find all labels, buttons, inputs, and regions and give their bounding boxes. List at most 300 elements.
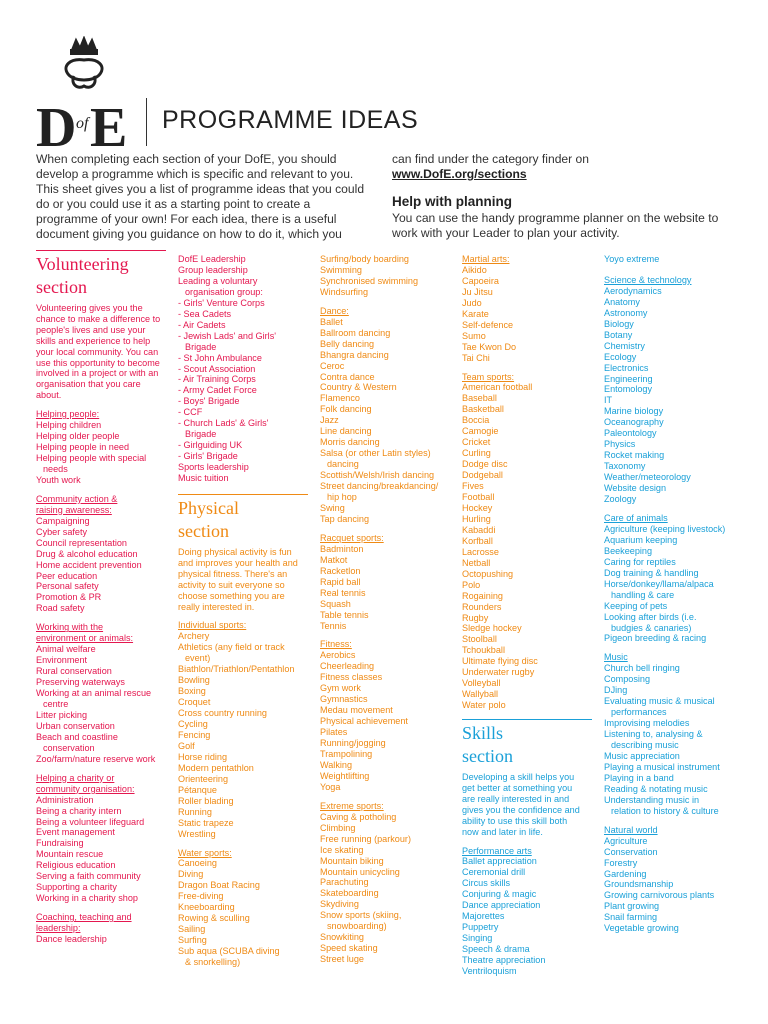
list-item: Squash — [320, 598, 351, 609]
list-item: Dragon Boat Racing — [178, 880, 260, 891]
list-item: organisation group: — [185, 286, 263, 297]
svg-text:D: D — [36, 97, 77, 156]
list-item: - CCF — [178, 407, 203, 418]
water-sports-list — [178, 858, 308, 968]
list-item: Serving a faith community — [36, 871, 141, 882]
list-item: Free-diving — [178, 891, 224, 902]
list-item: Cycling — [178, 719, 208, 730]
list-item: Caring for reptiles — [604, 556, 676, 567]
list-item: Working in a charity shop — [36, 893, 138, 904]
list-item: Playing in a band — [604, 772, 674, 783]
list-item: Kneeboarding — [178, 902, 235, 913]
list-item: Octopushing — [462, 568, 514, 579]
list-item: Scottish/Welsh/Irish dancing — [320, 470, 435, 481]
list-item: Ju Jitsu — [462, 286, 493, 297]
list-item: Council representation — [36, 537, 127, 548]
list-item: Dodgeball — [462, 470, 503, 481]
list-item: Curling — [462, 448, 491, 459]
racquet-sports-list — [320, 544, 455, 632]
list-item: Brigade — [185, 429, 217, 440]
list-item: Street luge — [320, 954, 364, 965]
list-item: Dog training & handling — [604, 567, 699, 578]
list-item: Pigeon breeding & racing — [604, 633, 707, 644]
martial-arts-heading: Martial arts: — [462, 254, 510, 264]
list-item: Astronomy — [604, 307, 648, 318]
list-item: Roller blading — [178, 795, 234, 806]
list-item: - Air Cadets — [178, 319, 226, 330]
list-item: Ballet appreciation — [462, 856, 537, 867]
list-item: Tai Chi — [462, 352, 490, 363]
list-item: Vegetable growing — [604, 923, 679, 934]
list-item: Pilates — [320, 727, 348, 738]
list-item: Biathlon/Triathlon/Pentathlon — [178, 664, 295, 675]
natural-world-list — [604, 836, 734, 935]
list-item: Tchoukball — [462, 645, 505, 656]
list-item: Sailing — [178, 924, 206, 935]
list-item: Surfing — [178, 935, 207, 946]
volunteering-intro: Volunteering gives you the chance to make a difference to people's lives and use your skills and experience to help your local community. You can use this opportunity to become involved in a project or with an organisation that you care about. — [36, 303, 161, 401]
list-item: Promotion & PR — [36, 592, 102, 603]
volunteering-group-heading: Working with the environment or animals: — [36, 622, 134, 644]
list-item: Looking after birds (i.e. — [604, 611, 697, 622]
list-item: Dance leadership — [36, 934, 107, 945]
list-item: Chemistry — [604, 340, 645, 351]
list-item: Polo — [462, 579, 481, 590]
list-item: Table tennis — [320, 609, 369, 620]
list-item: Underwater rugby — [462, 667, 535, 678]
list-item: Hurling — [462, 513, 491, 524]
crown-icon — [71, 38, 97, 54]
list-item: Physics — [604, 439, 636, 450]
list-item: Administration — [36, 794, 94, 805]
list-item: Synchronised swimming — [320, 275, 419, 286]
physical-intro: Doing physical activity is fun and improves your health and physical fitness. There's an activity to suit everyone so choose something you are really interested in. — [178, 547, 298, 612]
list-item: Brigade — [185, 341, 217, 352]
list-item: - Air Training Corps — [178, 374, 256, 385]
list-item: Majorettes — [462, 911, 505, 922]
list-item: Belly dancing — [320, 338, 375, 349]
list-item: Ultimate flying disc — [462, 656, 538, 667]
list-item: snowboarding) — [327, 921, 387, 932]
list-item: Speech & drama — [462, 944, 530, 955]
list-item: Supporting a charity — [36, 882, 117, 893]
list-item: Ballet — [320, 316, 343, 327]
list-item: Working at an animal rescue — [36, 688, 152, 699]
volunteering-group-heading: Coaching, teaching and leadership: — [36, 912, 132, 934]
list-item: Agriculture (keeping livestock) — [604, 523, 726, 534]
list-item: Fencing — [178, 729, 211, 740]
list-item: Helping people in need — [36, 442, 130, 453]
list-item: Helping children — [36, 420, 102, 431]
list-item: & snorkelling) — [185, 957, 241, 968]
knot-icon — [66, 60, 102, 88]
fitness-heading: Fitness: — [320, 639, 352, 650]
list-item: Youth work — [36, 474, 81, 485]
care-of-animals-list — [604, 524, 734, 644]
sections-link[interactable]: www.DofE.org/sections — [392, 166, 527, 181]
list-item: Ecology — [604, 351, 637, 362]
list-item: Mountain unicycling — [320, 866, 400, 877]
list-item: Rounders — [462, 601, 502, 612]
fitness-list — [320, 650, 455, 792]
list-item: Ceroc — [320, 360, 345, 371]
list-item: American football — [462, 382, 533, 393]
list-item: Event management — [36, 827, 115, 838]
list-item: Sledge hockey — [462, 623, 522, 634]
list-item: Oceanography — [604, 417, 664, 428]
list-item: Boxing — [178, 686, 206, 697]
list-item: Dance appreciation — [462, 900, 541, 911]
list-item: Surfing/body boarding — [320, 254, 409, 264]
individual-sports-heading: Individual sports: — [178, 620, 247, 631]
list-item: Evaluating music & musical — [604, 696, 715, 707]
list-item: Zoology — [604, 494, 637, 505]
list-item: Kabaddi — [462, 524, 496, 535]
music-list — [604, 663, 734, 816]
list-item: Walking — [320, 759, 353, 770]
list-item: Mountain rescue — [36, 849, 104, 860]
list-item: - Sea Cadets — [178, 308, 232, 319]
list-item: - Scout Association — [178, 363, 256, 374]
list-item: Medau movement — [320, 705, 393, 716]
skills-rule — [462, 719, 592, 720]
list-item: Capoeira — [462, 275, 499, 286]
list-item: Contra dance — [320, 371, 375, 382]
list-item: Fitness classes — [320, 672, 383, 683]
list-item: Dodge disc — [462, 459, 508, 470]
list-item: Snowkiting — [320, 932, 364, 943]
list-item: Playing a musical instrument — [604, 761, 720, 772]
volunteering-rule — [36, 250, 166, 251]
list-item: Preserving waterways — [36, 677, 125, 688]
list-item: Groundsmanship — [604, 879, 674, 890]
list-item: - Girlguiding UK — [178, 440, 243, 451]
list-item: Gym work — [320, 683, 361, 694]
list-item: Tap dancing — [320, 513, 370, 524]
list-item: Rural conservation — [36, 666, 112, 677]
list-item: Diving — [178, 869, 204, 880]
list-item: DofE Leadership — [178, 254, 246, 264]
list-item: Peer education — [36, 570, 98, 581]
list-item: Improvising melodies — [604, 718, 690, 729]
list-item: Cyber safety — [36, 526, 88, 537]
list-item: Ceremonial drill — [462, 867, 526, 878]
list-item: Composing — [604, 674, 650, 685]
list-item: Biology — [604, 318, 634, 329]
list-item: conservation — [43, 742, 95, 753]
list-item: Botany — [604, 329, 633, 340]
list-item: Entomology — [604, 384, 653, 395]
list-item: handling & care — [611, 589, 675, 600]
list-item: Badminton — [320, 543, 364, 554]
list-item: performances — [611, 707, 667, 718]
list-item: Croquet — [178, 697, 211, 708]
svg-text:of: of — [76, 115, 89, 132]
list-item: Electronics — [604, 362, 649, 373]
list-item: Salsa (or other Latin styles) — [320, 448, 431, 459]
list-item: Sumo — [462, 330, 486, 341]
list-item: Wrestling — [178, 828, 216, 839]
list-item: Orienteering — [178, 773, 229, 784]
list-item: Real tennis — [320, 587, 366, 598]
list-item: Bowling — [178, 675, 210, 686]
intro-continued — [392, 152, 742, 182]
intro-text: When completing each section of your DofE, you should develop a programme which is specific and relevant to you. This sheet gives you a list of programme ideas that you could do or you could use it as a starting point to create a programme of your own! For each idea, there is a useful document giving you guidance on how to do it, which you — [36, 152, 365, 241]
list-item: Yoga — [320, 781, 341, 792]
individual-sports-list — [178, 631, 308, 839]
list-item: Athletics (any field or track — [178, 642, 285, 653]
list-item: Tennis — [320, 620, 347, 631]
list-item: Folk dancing — [320, 404, 372, 415]
list-item: - Boys' Brigade — [178, 396, 240, 407]
list-item: Korfball — [462, 535, 493, 546]
list-item: Paleontology — [604, 428, 657, 439]
list-item: Jazz — [320, 415, 339, 426]
list-item: Beekeeping — [604, 545, 653, 556]
list-item: Stoolball — [462, 634, 497, 645]
column-2 — [178, 254, 308, 968]
list-item: Personal safety — [36, 581, 99, 592]
list-item: Rocket making — [604, 450, 665, 461]
list-item: Caving & potholing — [320, 811, 397, 822]
list-item: Aquarium keeping — [604, 534, 678, 545]
list-item: dancing — [327, 459, 359, 470]
list-item: Gardening — [604, 868, 647, 879]
extreme-sports-list — [320, 812, 455, 965]
list-item: - Church Lads' & Girls' — [178, 418, 269, 429]
list-item: Static trapeze — [178, 817, 234, 828]
list-item: Helping people with special — [36, 452, 147, 463]
list-item: Circus skills — [462, 878, 510, 889]
list-item: Aerodynamics — [604, 285, 662, 296]
list-item: - Jewish Lads' and Girls' — [178, 330, 276, 341]
list-item: Wallyball — [462, 689, 499, 700]
list-item: Tae Kwon Do — [462, 341, 517, 352]
list-item: Horse/donkey/llama/alpaca — [604, 578, 714, 589]
list-item: Anatomy — [604, 296, 640, 307]
list-item: Church bell ringing — [604, 663, 680, 674]
list-item: Music tuition — [178, 473, 229, 484]
list-item: Gymnastics — [320, 694, 368, 705]
list-item: Mountain biking — [320, 855, 384, 866]
volunteering-column — [36, 250, 166, 945]
list-item: Campaigning — [36, 515, 90, 526]
list-item: Climbing — [320, 822, 356, 833]
list-item: Netball — [462, 557, 491, 568]
physical-title: Physical section — [178, 498, 239, 542]
list-item: Rugby — [462, 612, 489, 623]
list-item: Aikido — [462, 264, 487, 275]
list-item: Beach and coastline — [36, 731, 118, 742]
skills-intro: Developing a skill helps you get better at something you are really interested in and gives you the confidence and ability to use this skill both now and later in life. — [462, 772, 580, 837]
list-item: Animal welfare — [36, 644, 96, 655]
column-5 — [604, 254, 734, 934]
svg-text:E: E — [90, 97, 128, 156]
list-item: Puppetry — [462, 922, 499, 933]
list-item: Theatre appreciation — [462, 955, 546, 966]
list-item: Ice skating — [320, 844, 364, 855]
list-item: Swing — [320, 502, 345, 513]
list-item: Engineering — [604, 373, 653, 384]
list-item: Running — [178, 806, 212, 817]
list-item: Modern pentathlon — [178, 762, 254, 773]
list-item: Environment — [36, 655, 88, 666]
list-item: Ballroom dancing — [320, 327, 391, 338]
list-item: Being a charity intern — [36, 805, 122, 816]
list-item: Agriculture — [604, 835, 648, 846]
list-item: Sub aqua (SCUBA diving — [178, 946, 280, 957]
list-item: Snail farming — [604, 912, 658, 923]
dofe-logo — [34, 36, 134, 156]
column-3 — [320, 254, 455, 965]
list-item: Aerobics — [320, 650, 356, 661]
list-item: Country & Western — [320, 382, 397, 393]
list-item: - St John Ambulance — [178, 352, 262, 363]
list-item: DJing — [604, 685, 628, 696]
list-item: Forestry — [604, 857, 638, 868]
list-item: needs — [43, 463, 68, 474]
performance-arts-continued — [604, 254, 734, 265]
list-item: Volleyball — [462, 678, 501, 689]
physical-rule — [178, 494, 308, 495]
list-item: Snow sports (skiing, — [320, 910, 402, 921]
list-item: Understanding music in — [604, 794, 700, 805]
volunteering-leadership-list — [178, 254, 308, 484]
list-item: Cricket — [462, 437, 491, 448]
science-technology-heading: Science & technology — [604, 274, 692, 285]
team-sports-list — [462, 382, 592, 711]
list-item: - Girls' Venture Corps — [178, 297, 265, 308]
list-item: Cheerleading — [320, 661, 375, 672]
care-of-animals-heading: Care of animals — [604, 512, 668, 523]
skills-title: Skills section — [462, 723, 513, 767]
list-item: Trampolining — [320, 748, 373, 759]
list-item: Skateboarding — [320, 888, 379, 899]
list-item: Camogie — [462, 426, 499, 437]
list-item: Music appreciation — [604, 750, 680, 761]
water-sports-continued — [320, 254, 455, 298]
list-item: Water polo — [462, 700, 506, 711]
help-text: You can use the handy programme planner on the website to work with your Leader to plan your activity. — [392, 211, 719, 240]
list-item: Singing — [462, 933, 493, 944]
list-item: Parachuting — [320, 877, 369, 888]
list-item: Skydiving — [320, 899, 359, 910]
martial-arts-list — [462, 265, 592, 364]
list-item: event) — [185, 653, 211, 664]
water-sports-heading: Water sports: — [178, 847, 232, 858]
intro-continued-text: can find under the category finder on — [392, 152, 589, 166]
list-item: - Girls' Brigade — [178, 451, 238, 462]
list-item: Ventriloquism — [462, 966, 517, 976]
natural-world-heading: Natural world — [604, 824, 658, 835]
team-sports-heading: Team sports: — [462, 371, 515, 382]
list-item: hip hop — [327, 492, 357, 503]
list-item: Urban conservation — [36, 720, 115, 731]
list-item: Boccia — [462, 415, 490, 426]
list-item: Sports leadership — [178, 462, 249, 473]
list-item: Road safety — [36, 603, 85, 614]
list-item: Street dancing/breakdancing/ — [320, 481, 439, 492]
list-item: Rapid ball — [320, 576, 361, 587]
list-item: Football — [462, 492, 495, 503]
list-item: Fundraising — [36, 838, 84, 849]
music-heading: Music — [604, 652, 628, 663]
list-item: Archery — [178, 631, 210, 642]
list-item: IT — [604, 395, 613, 406]
help-heading: Help with planning — [392, 194, 512, 209]
volunteering-group-heading: Helping a charity or community organisation: — [36, 772, 135, 794]
list-item: Swimming — [320, 264, 362, 275]
list-item: Speed skating — [320, 943, 378, 954]
list-item: Plant growing — [604, 901, 660, 912]
list-item: Weather/meteorology — [604, 472, 691, 483]
list-item: - Army Cadet Force — [178, 385, 257, 396]
list-item: Website design — [604, 483, 667, 494]
list-item: Windsurfing — [320, 286, 369, 297]
list-item: Religious education — [36, 860, 116, 871]
performance-arts-heading: Performance arts — [462, 845, 532, 856]
list-item: Flamenco — [320, 393, 360, 404]
column-4 — [462, 254, 592, 977]
list-item: Horse riding — [178, 751, 228, 762]
list-item: Pétanque — [178, 784, 217, 795]
list-item: Karate — [462, 308, 489, 319]
list-item: Basketball — [462, 404, 504, 415]
volunteering-group-heading: Community action & raising awareness: — [36, 493, 118, 515]
title-divider — [146, 98, 147, 146]
list-item: Rogaining — [462, 590, 503, 601]
list-item: Litter picking — [36, 709, 88, 720]
volunteering-group-heading: Helping people: — [36, 409, 100, 420]
list-item: Baseball — [462, 393, 497, 404]
list-item: Marine biology — [604, 406, 664, 417]
list-item: Group leadership — [178, 264, 248, 275]
dance-list — [320, 317, 455, 525]
list-item: Lacrosse — [462, 546, 499, 557]
list-item: Yoyo extreme — [604, 254, 660, 264]
list-item: Weightlifting — [320, 770, 370, 781]
volunteering-groups — [36, 409, 166, 945]
list-item: relation to history & culture — [611, 805, 719, 816]
list-item: Helping older people — [36, 431, 120, 442]
list-item: Bhangra dancing — [320, 349, 389, 360]
list-item: Running/jogging — [320, 738, 386, 749]
list-item: Being a volunteer lifeguard — [36, 816, 145, 827]
performance-arts-list — [462, 856, 592, 976]
list-item: Listening to, analysing & — [604, 729, 703, 740]
list-item: Taxonomy — [604, 461, 646, 472]
list-item: Matkot — [320, 554, 348, 565]
page-title: PROGRAMME IDEAS — [162, 106, 419, 134]
list-item: Growing carnivorous plants — [604, 890, 715, 901]
list-item: Free running (parkour) — [320, 833, 411, 844]
list-item: centre — [43, 698, 69, 709]
list-item: Hockey — [462, 502, 493, 513]
list-item: Conservation — [604, 846, 658, 857]
list-item: Keeping of pets — [604, 600, 668, 611]
list-item: Line dancing — [320, 426, 372, 437]
list-item: Rowing & sculling — [178, 913, 250, 924]
racquet-sports-heading: Racquet sports: — [320, 532, 384, 543]
list-item: Judo — [462, 297, 482, 308]
list-item: Cross country running — [178, 708, 267, 719]
list-item: Morris dancing — [320, 437, 380, 448]
list-item: Leading a voluntary — [178, 275, 258, 286]
list-item: budgies & canaries) — [611, 622, 692, 633]
list-item: Racketlon — [320, 565, 361, 576]
list-item: Reading & notating music — [604, 783, 708, 794]
science-technology-list — [604, 286, 734, 505]
